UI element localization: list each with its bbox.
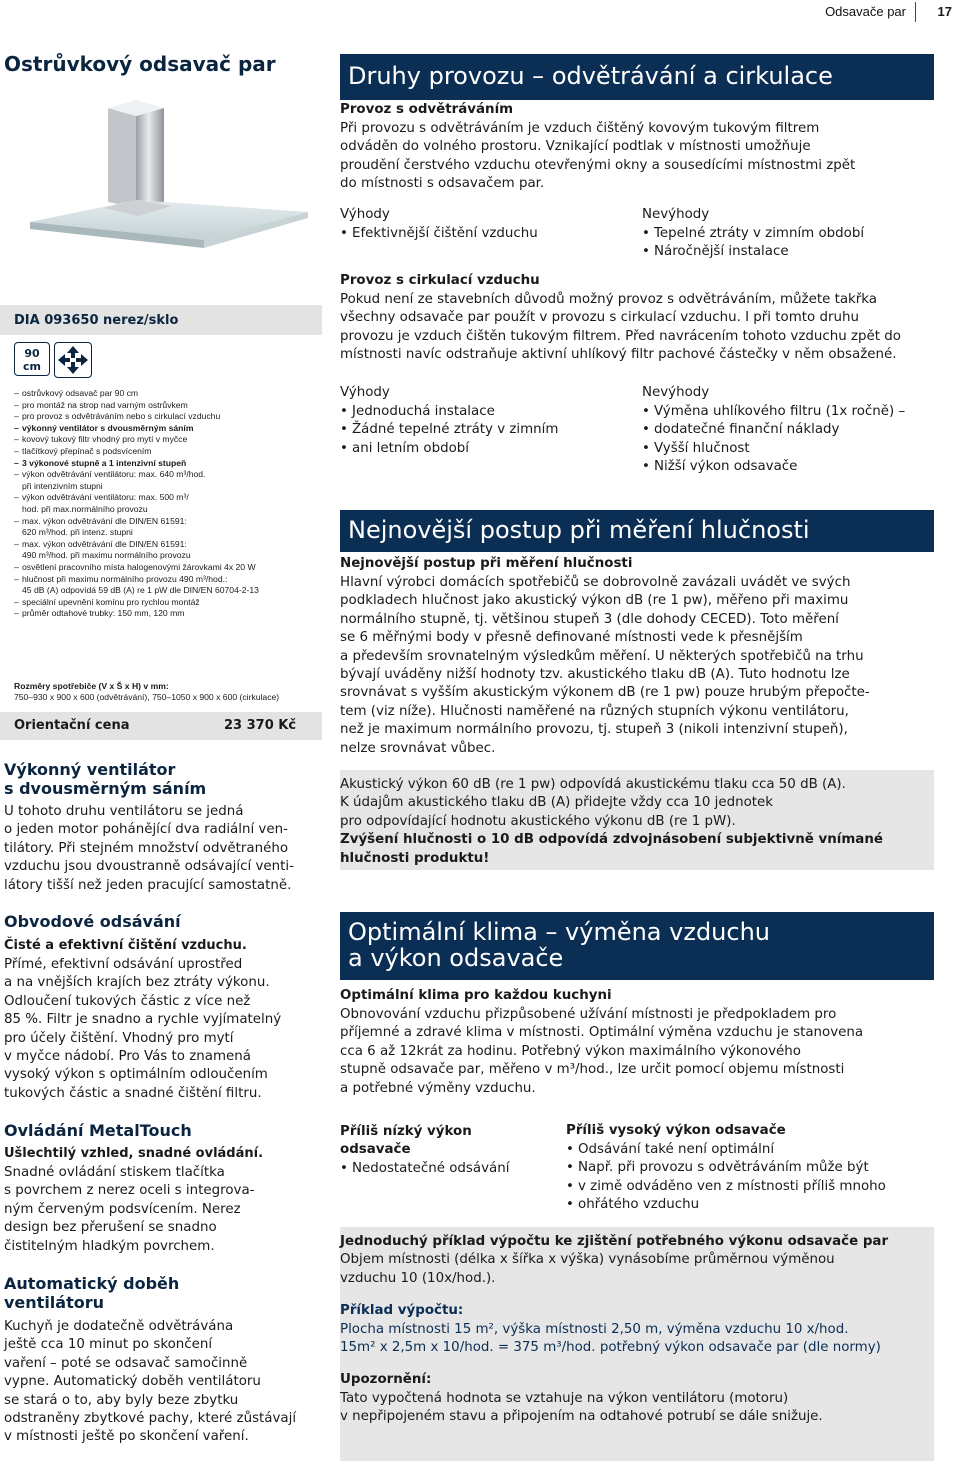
exhaust-recirculation-icon (54, 342, 92, 378)
list-item: • Žádné tepelné ztráty v zimním (340, 421, 630, 439)
climate-title: Optimální klima pro každou kuchyni (340, 988, 612, 1003)
list-item: • Náročnější instalace (642, 243, 934, 261)
text-line: tilátory. Při stejném množství odvětraného (4, 840, 289, 856)
text-line: než je maximum normálního provozu, tj. stupeň 3 (nikoli intenzivní stupeň), (340, 722, 848, 738)
banner-noise (340, 510, 934, 552)
recirculation-advantages-label: Výhody (340, 385, 390, 400)
list-item: • Vyšší hlučnost (642, 440, 934, 458)
text-line: odváděn do volného prostoru. Vznikající podtlak v místnosti umožňuje (340, 139, 811, 155)
text-line: vaření – poté se odsavač samočinně (4, 1355, 248, 1371)
text-line: v myčce nádobí. Pro Vás to znamená (4, 1049, 251, 1065)
text-line: ným červeným podsvícením. Nerez (4, 1201, 241, 1217)
section-title-metaltouch: Ovládání MetalTouch (4, 1121, 192, 1140)
section-title-afterrun (4, 1274, 179, 1312)
feature-item: – pro provoz s odvětráváním nebo s cirkulací vzduchu (14, 411, 324, 423)
text-line: ještě cca 10 minut po skončení (4, 1337, 213, 1353)
example-line: 15m² x 2,5m x 10/hod. = 375 m³/hod. potřebný výkon odsavače par (dle normy) (340, 1340, 881, 1356)
section-body-perimeter (4, 956, 322, 1103)
text-line: pro odpovídající hodnotu akustického výkonu dB (re 1 pW). (340, 813, 736, 829)
high-power-title: Příliš vysoký výkon odsavače (566, 1123, 786, 1138)
text-line: stupně odsavače par, měřeno v m³/hod., lze určit pomocí objemu místnosti (340, 1062, 845, 1078)
noise-body (340, 574, 934, 758)
product-category-title: Ostrůvkový odsavač par (4, 52, 276, 76)
feature-item: – speciální upevnění komínu pro rychlou montáž (14, 597, 324, 609)
low-power-title (340, 1123, 472, 1160)
feature-item-continued: 620 m³/hod. při intenz. stupni (22, 527, 133, 538)
header-section-name: Odsavače par (825, 4, 906, 19)
text-line: vypne. Automatický doběh ventilátoru (4, 1374, 261, 1390)
feature-item: – průměr odtahové trubky: 150 mm, 120 mm (14, 608, 324, 620)
section-title-fan (4, 760, 206, 798)
list-item: • Výměna uhlíkového filtru (1x ročně) – (642, 403, 934, 421)
noise-title: Nejnovější postup při měření hlučnosti (340, 556, 633, 571)
text-line: srovnávat s vyšším akustickým výkonem dB (re 1 pw) pouze hrubým přepočte- (340, 685, 870, 701)
width-90cm-icon (14, 342, 50, 376)
exhaust-advantages-label: Výhody (340, 207, 390, 222)
header-divider (915, 2, 916, 22)
calculation-title: Jednoduchý příklad výpočtu ke zjištění potřebného výkonu odsavače par (340, 1234, 889, 1249)
feature-item: – osvětlení pracovního místa halogenovými žárovkami 4x 20 W (14, 562, 324, 574)
text-line: normálního stupně, tj. většinou stupeň 3 (dle dohody CECED). Toto měření (340, 611, 839, 627)
example-title: Příklad výpočtu: (340, 1303, 464, 1319)
text-line-bold: Zvýšení hlučnosti o 10 dB odpovídá zdvojnásobení subjektivně vnímané (340, 832, 883, 848)
text-line: design bez přerušení se snadno (4, 1220, 217, 1236)
text-line: vysoký výkon s optimálním odloučením (4, 1067, 268, 1083)
list-item: • Nedostatečné odsávání (340, 1160, 550, 1178)
list-item: • Např. při provozu s odvětráváním může být (566, 1159, 934, 1177)
section-subtitle-perimeter: Čisté a efektivní čištění vzduchu. (4, 938, 247, 953)
list-item: • ani letním období (340, 440, 630, 458)
banner-climate (340, 912, 934, 980)
list-item: • Efektivnější čištění vzduchu (340, 225, 630, 243)
exhaust-advantages-list (340, 225, 630, 243)
text-line: Akustický výkon 60 dB (re 1 pw) odpovídá akustickému tlaku cca 50 dB (A). (340, 777, 846, 792)
text-line: Hlavní výrobci domácích spotřebičů se dobrovolně zavázali uvádět ve svých (340, 575, 851, 590)
page-header (0, 0, 960, 26)
text-line: Snadné ovládání stiskem tlačítka (4, 1165, 225, 1180)
page-number: 17 (937, 4, 952, 19)
list-item: • Odsávání také není optimální (566, 1141, 934, 1159)
text-line: místnosti navíc odstraňuje aktivní uhlíkový filtr pachové částečky v něm obsažené. (340, 347, 897, 363)
text-line: Objem místnosti (délka x šířka x výška) vynásobíme průměrnou výměnou (340, 1252, 835, 1268)
feature-item-continued: 45 dB (A) odpovídá 59 dB (A) re 1 pW dle DIN/EN 60704-2-13 (22, 585, 259, 596)
text-line: pro účely čištění. Vhodný pro mytí (4, 1030, 234, 1046)
section-body-metaltouch (4, 1164, 322, 1256)
text-line: příjemné a zdravé klima v místnosti. Optimální výměna vzduchu je stanovena (340, 1025, 864, 1041)
noise-info-box (340, 770, 934, 870)
list-item: • Tepelné ztráty v zimním období (642, 225, 934, 243)
exhaust-title: Provoz s odvětráváním (340, 102, 514, 117)
text-line: Při provozu s odvětráváním je vzduch čištěný kovovým tukovým filtrem (340, 121, 820, 136)
dimensions-label: Rozměry spotřebiče (V x Š x H) v mm: (14, 681, 169, 691)
text-line: vzduchu 10 (10x/hod.). (340, 1270, 496, 1286)
list-item: • dodatečné finanční náklady (642, 421, 934, 439)
noise-info-text (340, 776, 934, 868)
list-item: • v zimě odváděno ven z místnosti příliš mnoho (566, 1178, 934, 1196)
text-line: Přímé, efektivní odsávání uprostřed (4, 957, 243, 972)
section-title-perimeter: Obvodové odsávání (4, 912, 181, 931)
list-item: • Nižší výkon odsavače (642, 458, 934, 476)
section-title-line: ventilátoru (4, 1293, 105, 1312)
text-line: nelze srovnávat vůbec. (340, 740, 496, 756)
feature-item: – tlačítkový přepínač s podsvícením (14, 446, 324, 458)
banner-operation-modes (340, 54, 934, 100)
feature-item: – 3 výkonové stupně a 1 intenzivní stupeň (14, 458, 324, 470)
text-line: se stará o to, aby byly beze zbytku (4, 1392, 239, 1408)
text-line: látory tišší než jeden pracující samostatně. (4, 877, 292, 893)
text-line: odsavače (340, 1142, 411, 1158)
text-line: bývají uváděny nižší hodnoty tzv. akustického tlaku dB (A). Tuto hodnotu lze (340, 667, 850, 683)
section-body-afterrun (4, 1318, 322, 1447)
feature-item: – max. výkon odvětrávání dle DIN/EN 61591: (14, 539, 324, 551)
feature-item: – max. výkon odvětrávání dle DIN/EN 61591: (14, 516, 324, 528)
feature-item: – výkon odvětrávání ventilátoru: max. 640 m³/hod. (14, 469, 324, 481)
note-title: Upozornění: (340, 1372, 432, 1388)
text-line: a především srovnatelným výsledkům měření. U některých spotřebičů na trhu (340, 648, 864, 664)
text-line: vzduchu jsou dvoustranně odsávající venti- (4, 859, 294, 875)
text-line: a potřebné výměny vzduchu. (340, 1080, 536, 1096)
feature-item: – kovový tukový filtr vhodný pro mytí v myčce (14, 434, 324, 446)
recirculation-advantages-list (340, 403, 630, 458)
list-item: • ohřátého vzduchu (566, 1196, 934, 1214)
text-line: odstraněny zbytkové pachy, které zůstávají (4, 1411, 297, 1427)
text-line: čistitelným hladkým povrchem. (4, 1238, 215, 1254)
text-line: Odloučení tukových částic z více než (4, 993, 251, 1009)
text-line: všechny odsavače par použít v provozu s cirkulací vzduchu. I při tomto druhu (340, 310, 859, 326)
banner-title: a výkon odsavače (348, 944, 564, 972)
text-line: K údajům akustického tlaku dB (A) přidejte vždy cca 10 jednotek (340, 795, 774, 811)
calculation-content (340, 1233, 934, 1427)
text-line: 85 %. Filtr je snadno a rychle vyjímatelný (4, 1012, 282, 1028)
low-power-list (340, 1160, 550, 1178)
text-line: Obnovování vzduchu přizpůsobené užívání místnosti je předpokladem pro (340, 1007, 837, 1022)
calculation-box (340, 1227, 934, 1461)
text-line: podkladech hlučnost jako akustický výkon dB (re 1 pw), měřeno při maximu (340, 593, 849, 609)
exhaust-disadvantages-list (642, 225, 934, 262)
text-line: v místnosti ještě po skončení vaření. (4, 1429, 249, 1445)
feature-item-continued: při intenzivním stupni (22, 480, 103, 491)
icon-label-bottom: cm (23, 360, 41, 373)
text-line: Kuchyň je dodatečně odvětrávána (4, 1319, 234, 1334)
recirculation-body (340, 291, 934, 365)
banner-title: Nejnovější postup při měření hlučnosti (348, 516, 810, 544)
high-power-list (566, 1141, 934, 1215)
text-line: tukových částic a snadné čištění filtru. (4, 1085, 262, 1101)
text-line: Příliš nízký výkon (340, 1124, 472, 1139)
section-title-line: s dvousměrným sáním (4, 779, 207, 798)
section-title-line: Výkonný ventilátor (4, 760, 176, 779)
feature-list (14, 388, 324, 620)
section-title-line: Automatický doběh (4, 1274, 180, 1293)
text-line: do místnosti s odsavačem par. (340, 176, 545, 192)
feature-item: – ostrůvkový odsavač par 90 cm (14, 388, 324, 400)
price-label: Orientační cena (14, 718, 130, 733)
text-line: provozu je vzduch čištěn tukovým filtrem. Před navrácením tohoto vzduchu zpět do (340, 328, 901, 344)
feature-item-continued: hod. při max.normálního provozu (22, 503, 148, 514)
list-item: • Jednoduchá instalace (340, 403, 630, 421)
feature-item: – pro montáž na strop nad varným ostrůvkem (14, 400, 324, 412)
text-line: tem (viz níže). Hlučnosti naměřené na různých stupních výkonu ventilátoru, (340, 703, 849, 719)
text-line: U tohoto druhu ventilátoru se jedná (4, 804, 244, 819)
text-line: cca 6 až 12krát za hodinu. Potřebný výkon maximálního výkonového (340, 1043, 801, 1059)
feature-item: – hlučnost při maximu normálního provozu 490 m³/hod.: (14, 574, 324, 586)
banner-title: Optimální klima – výměna vzduchu (348, 918, 771, 946)
feature-item: – výkonný ventilátor s dvousměrným sáním (14, 423, 324, 435)
icon-label-top: 90 (24, 347, 40, 360)
exhaust-disadvantages-label: Nevýhody (642, 207, 710, 222)
price-value: 23 370 Kč (224, 718, 297, 733)
section-subtitle-metaltouch: Ušlechtilý vzhled, snadné ovládání. (4, 1146, 264, 1161)
section-body-fan (4, 803, 322, 895)
exhaust-body (340, 120, 934, 194)
feature-item: – výkon odvětrávání ventilátoru: max. 500 m³/ (14, 492, 324, 504)
feature-item-continued: 490 m³/hod. při maximu normálního provozu (22, 550, 191, 561)
hood-image (8, 90, 326, 300)
model-name: DIA 093650 nerez/sklo (14, 313, 179, 328)
text-line: proudění čerstvého vzduchu otevřenými okny a sousedícími místnostmi zpět (340, 157, 856, 173)
text-line: Pokud není ze stavebních důvodů možný provoz s odvětráváním, můžete takřka (340, 292, 878, 307)
text-line: v nepřipojeném stavu a připojením na odtahové potrubí se dále snižuje. (340, 1409, 823, 1425)
text-line: s povrchem z nerez oceli s integrova- (4, 1183, 255, 1199)
recirculation-disadvantages-label: Nevýhody (642, 385, 710, 400)
example-line: Plocha místnosti 15 m², výška místnosti 2,50 m, výměna vzduchu 10 x/hod. (340, 1321, 849, 1337)
text-line-bold: hlučnosti produktu! (340, 850, 490, 866)
climate-body (340, 1006, 934, 1098)
recirculation-disadvantages-list (642, 403, 934, 477)
recirculation-title: Provoz s cirkulací vzduchu (340, 273, 540, 288)
text-line: o jeden motor pohánějící dva radiální ven- (4, 822, 288, 838)
dimensions-value: 750–930 x 900 x 600 (odvětrávání), 750–1050 x 900 x 600 (cirkulace) (14, 692, 280, 702)
text-line: a na vnějších krajích bez ztráty výkonu. (4, 975, 270, 991)
text-line: se 6 měřnými body v přesně definované místnosti vede k přesnějším (340, 630, 803, 646)
banner-title: Druhy provozu – odvětrávání a cirkulace (348, 62, 833, 90)
text-line: Tato vypočtená hodnota se vztahuje na výkon ventilátoru (motoru) (340, 1390, 789, 1406)
